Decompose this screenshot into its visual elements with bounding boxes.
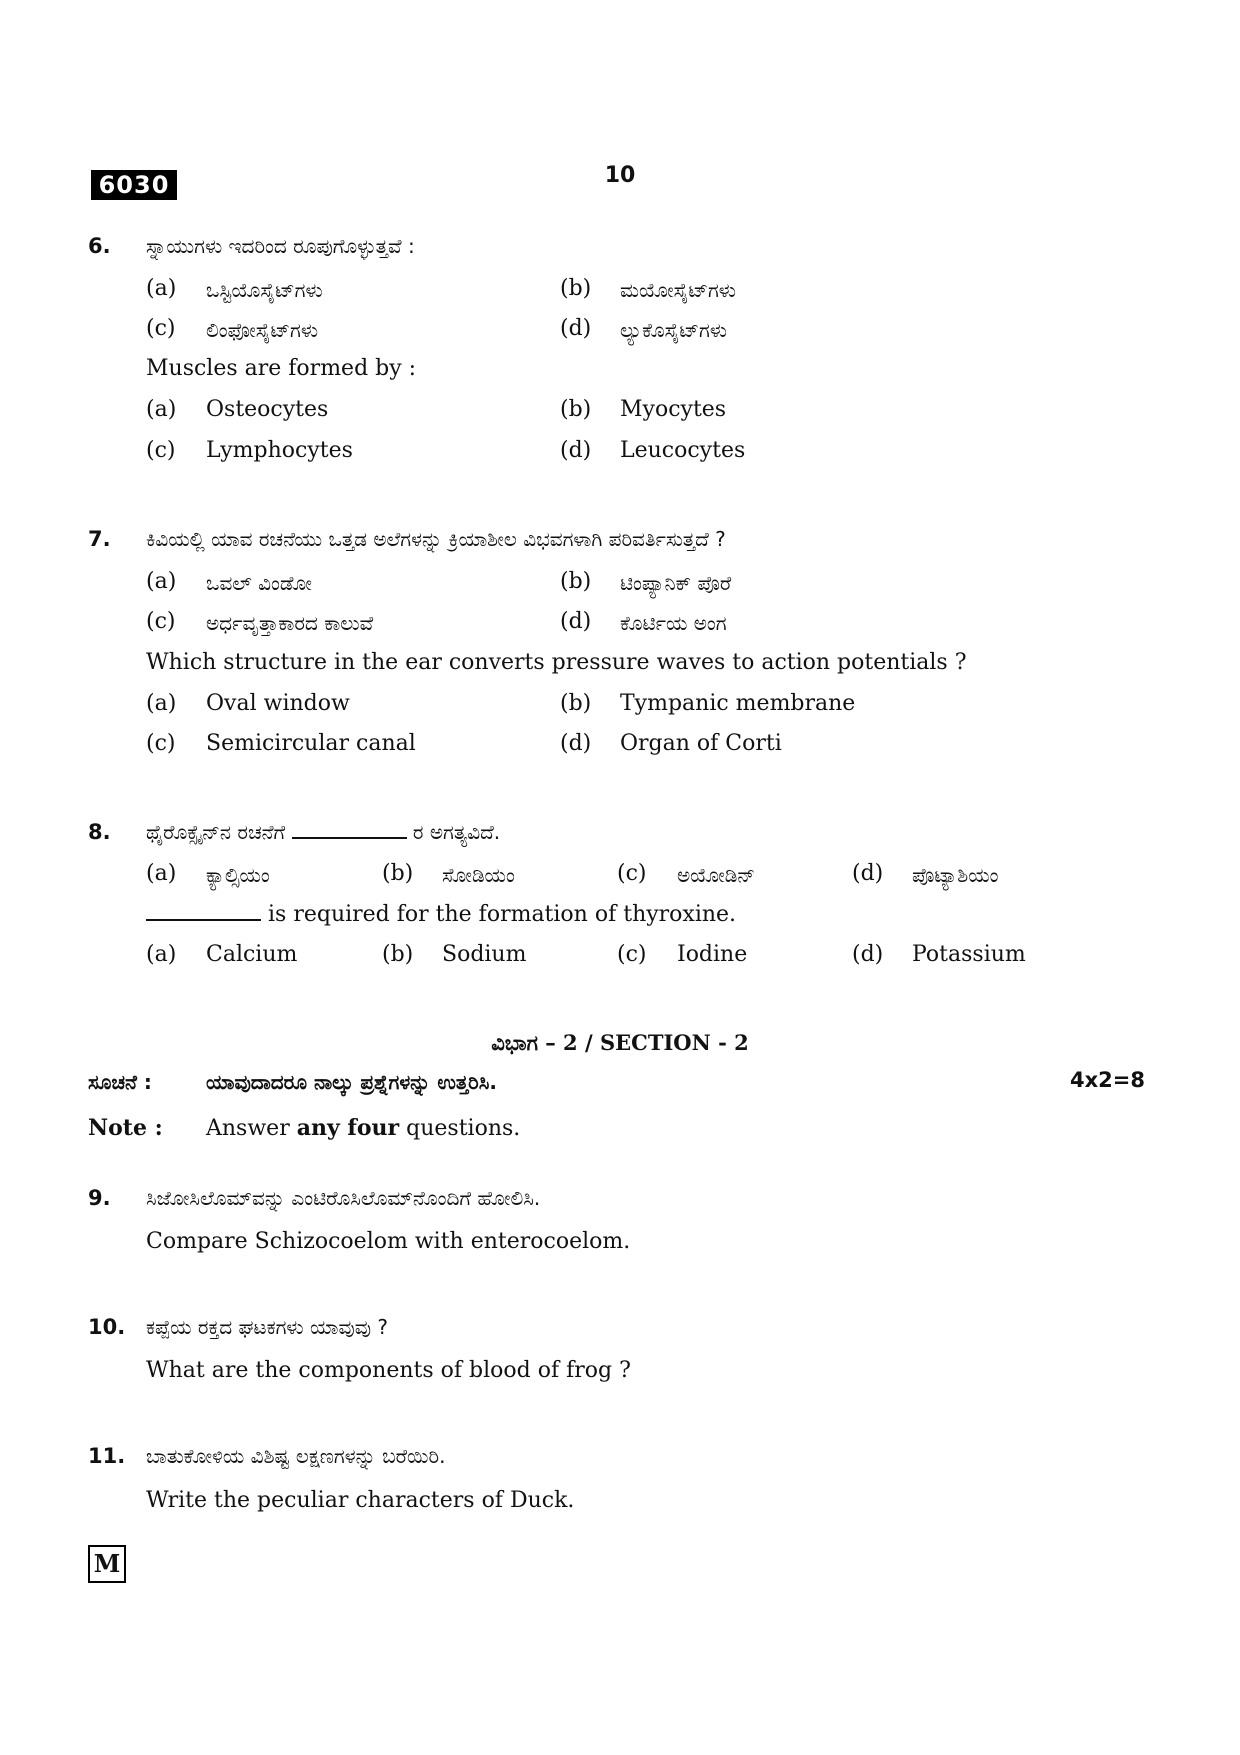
fill-in-blank [292, 836, 407, 839]
option-letter: (c) [146, 438, 176, 463]
question-text-after-blank: is required for the formation of thyroxine. [268, 902, 737, 927]
question-text-before-blank: ಥೈರೊಕ್ಸೈನ್‌ನ ರಚನೆಗೆ [146, 820, 286, 844]
question-text-english: Muscles are formed by : [146, 356, 417, 381]
question-number: 9. [88, 1186, 111, 1210]
option-text-english: Potassium [912, 942, 1026, 967]
option-letter: (c) [617, 861, 647, 886]
footer-mark: M [88, 1545, 126, 1583]
option-letter: (d) [560, 316, 592, 341]
option-letter: (b) [382, 942, 414, 967]
option-text-kannada: ಲ್ಯುಕೊಸೈಟ್‌ಗಳು [620, 318, 728, 342]
option-text-kannada: ಕೊರ್ಟಿಯ ಅಂಗ [620, 611, 727, 635]
note-text-post: questions. [406, 1116, 521, 1141]
page-number: 10 [604, 163, 636, 188]
question-text-kannada [146, 820, 500, 844]
option-letter: (d) [852, 861, 884, 886]
option-text-kannada: ಪೊಟ್ಯಾಶಿಯಂ [912, 863, 999, 887]
option-letter: (c) [146, 316, 176, 341]
option-text-english: Tympanic membrane [620, 691, 856, 716]
option-letter: (a) [146, 691, 177, 716]
question-text-kannada: ಕಪ್ಪೆಯ ರಕ್ತದ ಘಟಕಗಳು ಯಾವುವು ? [146, 1315, 389, 1339]
option-text-english: Oval window [206, 691, 350, 716]
option-text-english: Myocytes [620, 397, 727, 422]
option-letter: (b) [560, 691, 592, 716]
option-text-english: Osteocytes [206, 397, 329, 422]
option-text-kannada: ಟಿಂಪ್ಯಾನಿಕ್ ಪೊರೆ [620, 571, 732, 595]
question-text-english: Write the peculiar characters of Duck. [146, 1488, 575, 1513]
option-text-kannada: ಕ್ಯಾಲ್ಸಿಯಂ [206, 863, 270, 887]
question-number: 7. [88, 527, 111, 551]
question-text-after-blank: ರ ಅಗತ್ಯವಿದೆ. [412, 820, 501, 844]
option-letter: (a) [146, 276, 177, 301]
option-text-kannada: ಲಿಂಫೋಸೈಟ್‌ಗಳು [206, 318, 319, 342]
option-text-kannada: ಸೋಡಿಯಂ [442, 863, 515, 887]
note-label-english: Note : [88, 1115, 163, 1141]
option-text-kannada: ಅರ್ಧವೃತ್ತಾಕಾರದ ಕಾಲುವೆ [206, 611, 374, 635]
question-text-english: Compare Schizocoelom with enterocoelom. [146, 1229, 631, 1254]
option-letter: (b) [560, 569, 592, 594]
note-text-emphasis: any four [296, 1115, 400, 1141]
option-letter: (d) [560, 438, 592, 463]
option-letter: (d) [852, 942, 884, 967]
option-text-kannada: ಒಸ್ಟಿಯೊಸೈಟ್‌ಗಳು [206, 278, 323, 302]
option-text-kannada: ಒವಲ್ ವಿಂಡೋ [206, 571, 312, 595]
option-letter: (c) [146, 609, 176, 634]
question-text-kannada: ಸ್ನಾಯುಗಳು ಇದರಿಂದ ರೂಪುಗೊಳ್ಳುತ್ತವೆ : [146, 234, 415, 258]
question-number: 8. [88, 820, 111, 844]
question-number: 11. [88, 1444, 126, 1468]
note-text-english [206, 1115, 520, 1141]
option-letter: (d) [560, 609, 592, 634]
note-label-kannada: ಸೂಚನೆ : [88, 1070, 152, 1094]
option-text-english: Lymphocytes [206, 438, 353, 463]
question-text-kannada: ಕಿವಿಯಲ್ಲಿ ಯಾವ ರಚನೆಯು ಒತ್ತಡ ಅಲೆಗಳನ್ನು ಕ್ರಿಯಾಶೀಲ ವಿಭವಗಳಾಗಿ ಪರಿವರ್ತಿಸುತ್ತದೆ ? [146, 527, 726, 551]
question-text-kannada: ಸಿಜೋಸಿಲೊಮ್‌ವನ್ನು ಎಂಟಿರೊಸಿಲೊಮ್‌ನೊಂದಿಗೆ ಹೋಲಿಸಿ. [146, 1186, 541, 1210]
option-text-kannada: ಮಯೋಸೈಟ್‌ಗಳು [620, 278, 736, 302]
option-letter: (c) [146, 731, 176, 756]
option-text-english: Leucocytes [620, 438, 746, 463]
question-number: 10. [88, 1315, 126, 1339]
question-text-english [146, 902, 736, 927]
paper-code: 6030 [91, 170, 177, 200]
note-text-kannada: ಯಾವುದಾದರೂ ನಾಲ್ಕು ಪ್ರಶ್ನೆಗಳನ್ನು ಉತ್ತರಿಸಿ. [206, 1070, 497, 1094]
option-letter: (a) [146, 397, 177, 422]
option-text-english: Semicircular canal [206, 731, 416, 756]
option-letter: (a) [146, 569, 177, 594]
option-letter: (a) [146, 861, 177, 886]
question-text-kannada: ಬಾತುಕೋಳಿಯ ವಿಶಿಷ್ಟ ಲಕ್ಷಣಗಳನ್ನು ಬರೆಯಿರಿ. [146, 1444, 446, 1468]
fill-in-blank [146, 918, 261, 921]
option-text-english: Sodium [442, 942, 527, 967]
option-text-english: Calcium [206, 942, 298, 967]
option-letter: (b) [560, 397, 592, 422]
option-text-english: Organ of Corti [620, 731, 782, 756]
option-letter: (b) [382, 861, 414, 886]
option-letter: (c) [617, 942, 647, 967]
option-letter: (d) [560, 731, 592, 756]
option-letter: (b) [560, 276, 592, 301]
question-text-english: What are the components of blood of frog ? [146, 1358, 631, 1383]
note-text-pre: Answer [206, 1116, 290, 1141]
option-text-english: Iodine [677, 942, 748, 967]
question-number: 6. [88, 234, 111, 258]
question-text-english: Which structure in the ear converts pressure waves to action potentials ? [146, 650, 967, 675]
option-text-kannada: ಅಯೋಡಿನ್ [677, 863, 755, 887]
option-letter: (a) [146, 942, 177, 967]
section-title: ವಿಭಾಗ – 2 / SECTION - 2 [491, 1030, 749, 1055]
marks-allocation: 4x2=8 [1070, 1068, 1145, 1092]
